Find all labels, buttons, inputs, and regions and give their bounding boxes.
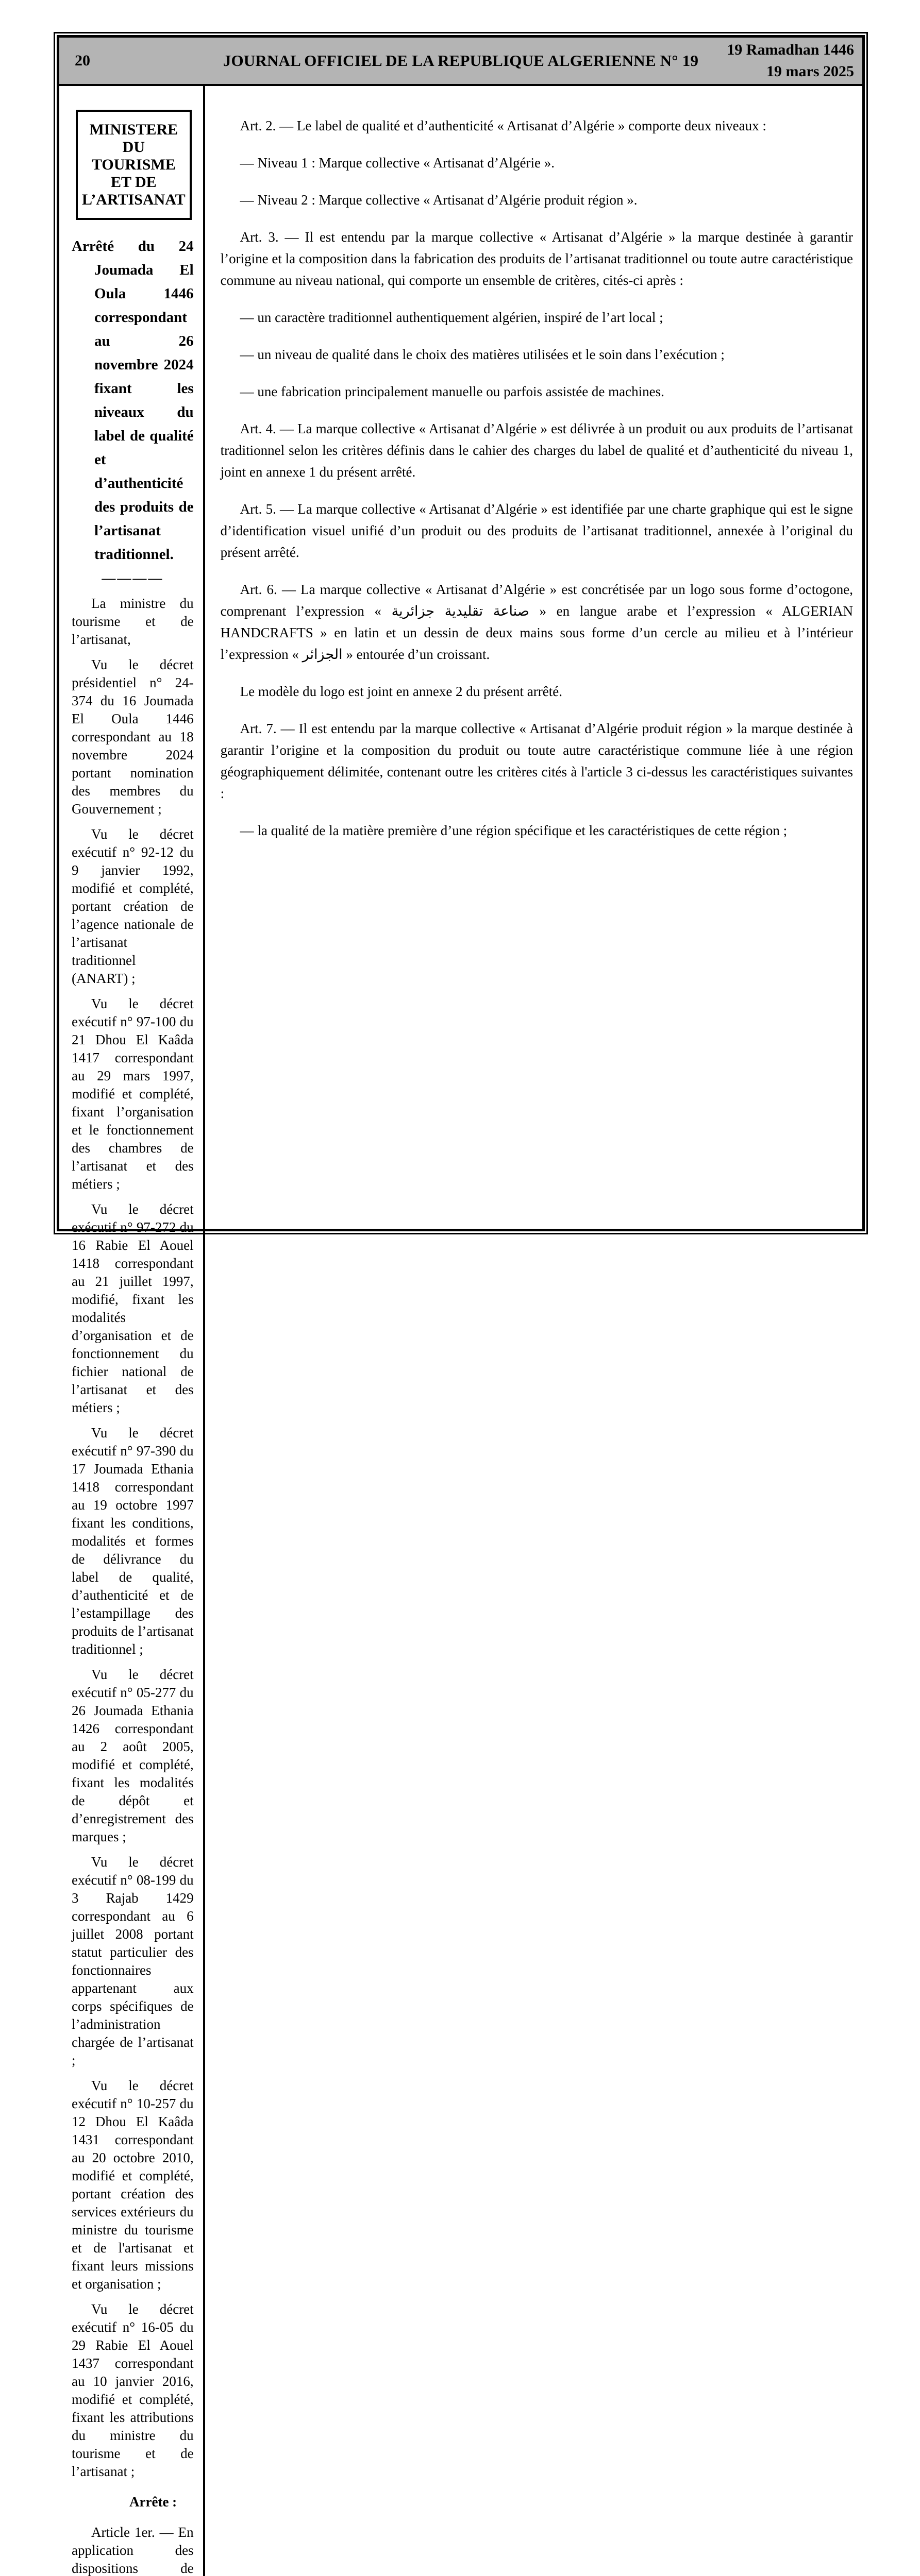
page-content xyxy=(59,86,862,2576)
la-ministre-line: La ministre du tourisme et de l’artisanat, xyxy=(72,596,194,647)
vu-clause: Vu le décret exécutif n° 97-272 du 16 Rabie El Aouel 1418 correspondant au 21 juillet 1997, modifié, fixant les modalités d’organisation et de fonctionnement du fichier national de l’artisanat et des métiers ; xyxy=(72,1201,194,1415)
article-1-paragraph: Article 1er. — En application des dispositions de xyxy=(72,2524,194,2576)
vu-clause: Vu le décret exécutif n° 97-100 du 21 Dhou El Kaâda 1417 correspondant au 29 mars 1997, modifié et complété, fixant l’organisation et le fonctionnement des chambres de l’artisanat et des métiers ; xyxy=(72,996,194,1192)
article-paragraph: Art. 5. — La marque collective « Artisanat d’Algérie » est identifiée par une charte graphique qui est le signe d’identification visuel unifié d’un produit ou des produits de l’artisanat traditionnel, annexée à l’original du présent arrêté. xyxy=(220,501,853,560)
vu-clause: Vu le décret exécutif n° 97-390 du 17 Joumada Ethania 1418 correspondant au 19 octobre 1997 fixant les conditions, modalités et formes de délivrance du label de qualité, d’authenticité et de l’estampillage des produits de l’artisanat traditionnel ; xyxy=(72,1425,194,1657)
right-column xyxy=(205,86,862,2576)
vu-clause: Vu le décret présidentiel n° 24-374 du 16 Joumada El Oula 1446 correspondant au 18 novembre 2024 portant nomination des membres du Gouvernement ; xyxy=(72,657,194,817)
article-paragraph: Art. 2. — Le label de qualité et d’authenticité « Artisanat d’Algérie » comporte deux niveaux : xyxy=(240,118,766,133)
arrete-label: Arrête : xyxy=(129,2494,177,2510)
decree-title: Arrêté du 24 Joumada El Oula 1446 correspondant au 26 novembre 2024 fixant les niveaux du label de qualité et d’authenticité des produits de l’artisanat traditionnel. xyxy=(72,238,194,563)
dash-item: — une fabrication principalement manuelle ou parfois assistée de machines. xyxy=(240,384,664,399)
page-number: 20 xyxy=(75,52,90,69)
vu-clause: Vu le décret exécutif n° 16-05 du 29 Rabie El Aouel 1437 correspondant au 10 janvier 2016, modifié et complété, fixant les attributions du ministre du tourisme et de l’artisanat ; xyxy=(72,2301,194,2479)
journal-title: JOURNAL OFFICIEL DE LA REPUBLIQUE ALGERIENNE N° 19 xyxy=(223,52,699,70)
page-frame-inner xyxy=(57,35,865,2576)
page-frame xyxy=(54,32,868,2576)
article-paragraph: Art. 3. — Il est entendu par la marque collective « Artisanat d’Algérie » la marque destinée à garantir l’origine et la composition dans la fabrication des produits de l’artisanat traditionnel ou toute autre caractéristique commune au niveau national, qui comporte un ensemble de critères, cités-ci après : xyxy=(220,229,854,288)
article-paragraph: Art. 6. — La marque collective « Artisanat d’Algérie » est concrétisée par un logo sous forme d’octogone, comprenant l’expression « صناعة تقليدية جزائرية » en langue arabe et l’expression « ALGERIAN HANDCRAFTS » en latin et un dessin de deux mains sous forme d’un cercle au milieu et à l’intérieur l’expression « الجزائر » entourée d’un croissant. xyxy=(220,582,853,662)
logo-note: Le modèle du logo est joint en annexe 2 du présent arrêté. xyxy=(240,684,562,699)
dash-item: — la qualité de la matière première d’une région spécifique et les caractéristiques de cette région ; xyxy=(240,823,788,838)
left-column xyxy=(59,86,203,2576)
header-dates xyxy=(727,39,854,82)
dash-item: — Niveau 2 : Marque collective « Artisanat d’Algérie produit région ». xyxy=(240,192,638,208)
article-paragraph: Art. 7. — Il est entendu par la marque collective « Artisanat d’Algérie produit région » la marque destinée à garantir l’origine et la composition du produit ou toute autre caractéristique commune liée à une région géographiquement délimitée, contenant outre les critères cités à l'article 3 ci-dessus les caractéristiques suivantes : xyxy=(220,721,853,801)
dash-item: — un caractère traditionnel authentiquement algérien, inspiré de l’art local ; xyxy=(240,310,663,325)
article-paragraph: Art. 4. — La marque collective « Artisanat d’Algérie » est délivrée à un produit ou aux produits de l’artisanat traditionnel selon les critères définis dans le cahier des charges du label de qualité et d’authenticité du niveau 1, joint en annexe 1 du présent arrêté. xyxy=(220,421,853,480)
vu-clause: Vu le décret exécutif n° 10-257 du 12 Dhou El Kaâda 1431 correspondant au 20 octobre 2010, modifié et complété, portant création des services extérieurs du ministre du tourisme et de l'artisanat et fixant leurs missions et organisation ; xyxy=(72,2078,194,2292)
hijri-date: 19 Ramadhan 1446 xyxy=(727,41,854,58)
gregorian-date: 19 mars 2025 xyxy=(766,63,854,80)
ministry-title-box xyxy=(76,110,192,220)
vu-clause: Vu le décret exécutif n° 08-199 du 3 Rajab 1429 correspondant au 6 juillet 2008 portant statut particulier des fonctionnaires appartenant aux corps spécifiques de l’administration chargée de l’artisanat ; xyxy=(72,1854,194,2068)
section-separator: ———— xyxy=(102,570,164,586)
vu-clause: Vu le décret exécutif n° 05-277 du 26 Joumada Ethania 1426 correspondant au 2 août 2005, modifié et complété, fixant les modalités de dépôt et d’enregistrement des marques ; xyxy=(72,1667,194,1844)
ministry-title: MINISTERE DU TOURISME ET DE L’ARTISANAT xyxy=(82,121,186,208)
page-header xyxy=(59,38,862,86)
vu-clause: Vu le décret exécutif n° 92-12 du 9 janvier 1992, modifié et complété, portant création de l’agence nationale de l’artisanat traditionnel (ANART) ; xyxy=(72,826,194,986)
dash-item: — un niveau de qualité dans le choix des matières utilisées et le soin dans l’exécution ; xyxy=(240,347,725,362)
dash-item: — Niveau 1 : Marque collective « Artisanat d’Algérie ». xyxy=(240,155,555,171)
